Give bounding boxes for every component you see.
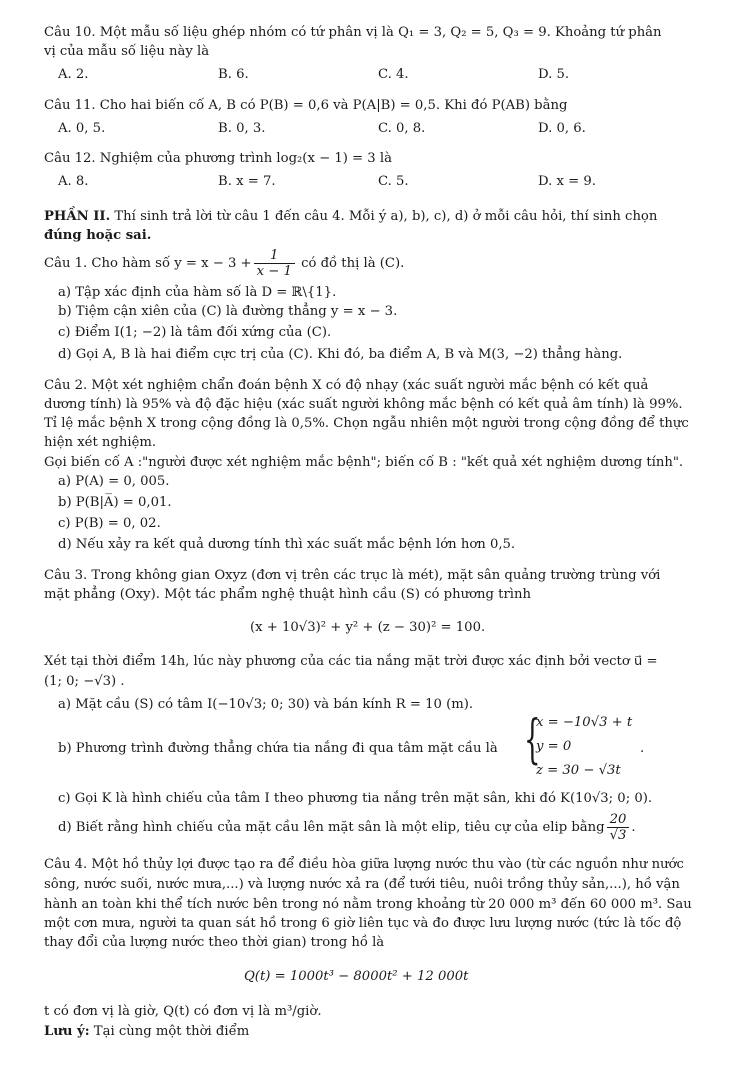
c3-line-system <box>524 712 684 782</box>
c2-stem-line2: dương tính) là 95% và độ đặc hiệu (xác suất người không mắc bệnh có kết quả âm tính) là 99%. <box>44 397 683 412</box>
c4-units-line: t có đơn vị là giờ, Q(t) có đơn vị là m³/giờ. <box>44 1004 322 1019</box>
c1-stem-text-b: có đồ thị là (C). <box>301 256 405 271</box>
c2-stem-line5: Gọi biến cố A :"người được xét nghiệm mắc bệnh"; biến cố B : "kết quả xét nghiệm dương tính". <box>44 455 684 470</box>
c3-item-d-end: . <box>631 820 636 835</box>
c1-item-b: b) Tiệm cận xiên của (C) là đường thẳng y = x − 3. <box>58 304 398 319</box>
c1-stem-text-a: Câu 1. Cho hàm số y = x − 3 + <box>44 256 252 271</box>
q11-stem: Câu 11. Cho hai biến cố A, B có P(B) = 0,6 và P(A|B) = 0,5. Khi đó P(AB) bằng <box>44 98 568 113</box>
q12-option-a: A. 8. <box>58 174 89 189</box>
q11-option-a: A. 0, 5. <box>58 121 106 136</box>
c3-item-d-fraction-num: 20 <box>607 812 630 828</box>
c1-fraction <box>254 248 295 279</box>
part2-instruction-text: Thí sinh trả lời từ câu 1 đến câu 4. Mỗi ý a), b), c), d) ở mỗi câu hỏi, thí sinh chọn <box>114 209 658 224</box>
c3-stem-line4: (1; 0; −√3) . <box>44 674 125 689</box>
q10-option-d: D. 5. <box>538 67 570 82</box>
c3-stem-line3: Xét tại thời điểm 14h, lúc này phương của các tia nắng mặt trời được xác định bởi vectơ u⃗ = <box>44 654 658 669</box>
q11-option-d: D. 0, 6. <box>538 121 586 136</box>
c4-stem-line1: Câu 4. Một hồ thủy lợi được tạo ra để điều hòa giữa lượng nước thu vào (từ các nguồn như nước <box>44 857 684 872</box>
q10-option-c: C. 4. <box>378 67 409 82</box>
c4-stem-line4: một cơn mưa, người ta quan sát hồ trong 6 giờ liên tục và đo được lưu lượng nước (tức là tốc độ <box>44 916 682 931</box>
q11-option-c: C. 0, 8. <box>378 121 426 136</box>
c4-flow-equation: Q(t) = 1000t³ − 8000t² + 12 000t <box>244 969 469 984</box>
part2-instruction-line1 <box>44 208 657 226</box>
c1-fraction-num: 1 <box>254 248 295 264</box>
c2-stem-line3: Tỉ lệ mắc bệnh X trong cộng đồng là 0,5%. Chọn ngẫu nhiên một người trong cộng đồng để thực <box>44 416 689 431</box>
c3-sphere-equation: (x + 10√3)² + y² + (z − 30)² = 100. <box>250 620 486 635</box>
c4-note-label: Lưu ý: <box>44 1024 90 1039</box>
c4-note <box>44 1023 249 1041</box>
c4-stem-line5: thay đổi của lượng nước theo thời gian) trong hồ là <box>44 935 385 950</box>
c3-system-brace: { <box>524 710 541 770</box>
c4-stem-line3: hành an toàn khi thể tích nước bên trong nó nằm trong khoảng từ 20 000 m³ đến 60 000 m³. Sau <box>44 897 692 912</box>
c1-stem <box>44 246 404 282</box>
c3-stem-line1: Câu 3. Trong không gian Oxyz (đơn vị trên các trục là mét), mặt sân quảng trường trùng với <box>44 568 661 583</box>
c3-item-d-fraction <box>607 812 630 843</box>
c3-item-d-fraction-den: √3 <box>609 828 627 843</box>
c3-item-b: b) Phương trình đường thẳng chứa tia nắng đi qua tâm mặt cầu là <box>58 741 498 756</box>
q12-option-c: C. 5. <box>378 174 409 189</box>
c4-note-text: Tại cùng một thời điểm <box>93 1024 250 1039</box>
c3-item-c: c) Gọi K là hình chiếu của tâm I theo phương tia nắng trên mặt sân, khi đó K(10√3; 0; 0). <box>58 791 653 806</box>
c3-system-eq-x: x = −10√3 + t <box>536 715 633 730</box>
q12-option-d: D. x = 9. <box>538 174 596 189</box>
c2-item-b: b) P(B|A̅) = 0,01. <box>58 495 172 510</box>
c1-fraction-den: x − 1 <box>256 264 292 279</box>
q10-stem-line2: vị của mẫu số liệu này là <box>44 44 210 59</box>
c2-stem-line1: Câu 2. Một xét nghiệm chẩn đoán bệnh X có độ nhạy (xác suất người mắc bệnh có kết quả <box>44 378 649 393</box>
c2-item-a: a) P(A) = 0, 005. <box>58 474 170 489</box>
c4-stem-line2: sông, nước suối, nước mưa,...) và lượng nước xả ra (để tưới tiêu, nuôi trồng thủy sản,...), hồ vận <box>44 877 680 892</box>
c3-item-a: a) Mặt cầu (S) có tâm I(−10√3; 0; 30) và bán kính R = 10 (m). <box>58 697 474 712</box>
q11-option-b: B. 0, 3. <box>218 121 266 136</box>
c2-stem-line4: hiện xét nghiệm. <box>44 435 157 450</box>
c3-item-d <box>58 810 636 846</box>
q10-option-a: A. 2. <box>58 67 89 82</box>
q10-stem-line1: Câu 10. Một mẫu số liệu ghép nhóm có tứ phân vị là Q₁ = 3, Q₂ = 5, Q₃ = 9. Khoảng tứ phân <box>44 25 662 40</box>
part2-instruction-line2: đúng hoặc sai. <box>44 228 152 243</box>
c1-item-d: d) Gọi A, B là hai điểm cực trị của (C). Khi đó, ba điểm A, B và M(3, −2) thẳng hàng. <box>58 347 623 362</box>
c2-item-d: d) Nếu xảy ra kết quả dương tính thì xác suất mắc bệnh lớn hơn 0,5. <box>58 537 516 552</box>
c3-system-eq-y: y = 0 <box>536 739 572 754</box>
c3-system-eq-z: z = 30 − √3t <box>536 763 621 778</box>
c3-system-end: . <box>640 741 645 756</box>
c1-item-c: c) Điểm I(1; −2) là tâm đối xứng của (C). <box>58 325 332 340</box>
c2-item-c: c) P(B) = 0, 02. <box>58 516 161 531</box>
c3-stem-line2: mặt phẳng (Oxy). Một tác phẩm nghệ thuật hình cầu (S) có phương trình <box>44 587 531 602</box>
q12-stem: Câu 12. Nghiệm của phương trình log₂(x − 1) = 3 là <box>44 151 392 166</box>
c1-item-a: a) Tập xác định của hàm số là D = ℝ\{1}. <box>58 285 337 300</box>
q12-option-b: B. x = 7. <box>218 174 276 189</box>
c3-item-d-text: d) Biết rằng hình chiếu của mặt cầu lên mặt sân là một elip, tiêu cự của elip bằng <box>58 820 605 835</box>
part2-heading: PHẦN II. <box>44 209 111 224</box>
q10-option-b: B. 6. <box>218 67 249 82</box>
